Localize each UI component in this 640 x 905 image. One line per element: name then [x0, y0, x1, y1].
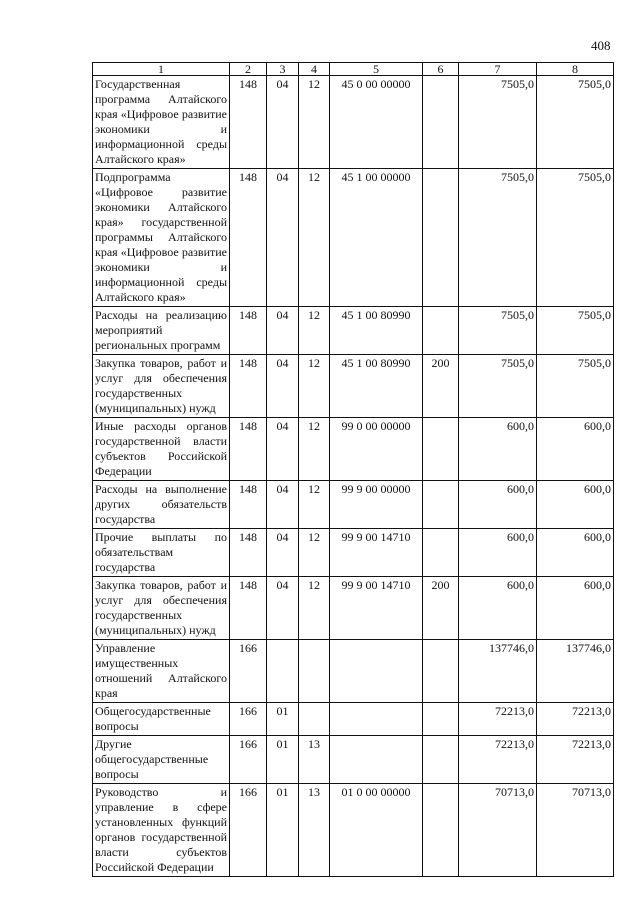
cell-rz: 04	[267, 169, 299, 307]
cell-name: Закупка товаров, работ и услуг для обеспечения государственных (муниципальных) нужд	[93, 355, 230, 418]
cell-sum-1: 7505,0	[459, 169, 537, 307]
cell-sum-2: 72213,0	[537, 736, 614, 784]
cell-sum-2: 72213,0	[537, 703, 614, 736]
cell-rz: 01	[267, 703, 299, 736]
cell-rz: 04	[267, 76, 299, 169]
cell-pr: 12	[299, 577, 330, 640]
cell-sum-2: 7505,0	[537, 76, 614, 169]
col-header-8: 8	[537, 63, 614, 76]
cell-sum-2: 70713,0	[537, 784, 614, 877]
cell-gr: 148	[230, 418, 267, 481]
cell-pr: 12	[299, 355, 330, 418]
cell-sum-2: 600,0	[537, 529, 614, 577]
cell-csr: 45 1 00 00000	[330, 169, 423, 307]
cell-rz: 04	[267, 481, 299, 529]
cell-rz: 04	[267, 355, 299, 418]
cell-pr: 12	[299, 418, 330, 481]
cell-sum-2: 137746,0	[537, 640, 614, 703]
cell-csr	[330, 703, 423, 736]
table-body	[93, 76, 614, 877]
cell-vr	[423, 784, 459, 877]
table-row	[93, 703, 614, 736]
cell-name: Расходы на реализацию мероприятий региональных программ	[93, 307, 230, 355]
table-row	[93, 481, 614, 529]
cell-gr: 148	[230, 169, 267, 307]
col-header-7: 7	[459, 63, 537, 76]
cell-vr	[423, 481, 459, 529]
table-row	[93, 76, 614, 169]
cell-name: Другие общегосударственные вопросы	[93, 736, 230, 784]
cell-gr: 148	[230, 529, 267, 577]
cell-vr	[423, 307, 459, 355]
cell-gr: 148	[230, 307, 267, 355]
col-header-3: 3	[267, 63, 299, 76]
budget-table	[92, 62, 614, 877]
cell-gr: 166	[230, 703, 267, 736]
cell-vr	[423, 703, 459, 736]
cell-pr: 12	[299, 529, 330, 577]
cell-csr: 99 0 00 00000	[330, 418, 423, 481]
table-row	[93, 736, 614, 784]
cell-gr: 148	[230, 481, 267, 529]
cell-csr: 45 1 00 80990	[330, 355, 423, 418]
cell-rz	[267, 640, 299, 703]
cell-sum-1: 600,0	[459, 418, 537, 481]
cell-pr: 12	[299, 169, 330, 307]
cell-sum-1: 70713,0	[459, 784, 537, 877]
cell-csr: 45 1 00 80990	[330, 307, 423, 355]
cell-sum-1: 7505,0	[459, 76, 537, 169]
cell-gr: 166	[230, 736, 267, 784]
cell-gr: 166	[230, 784, 267, 877]
table-row	[93, 784, 614, 877]
cell-name: Иные расходы органов государственной власти субъектов Российской Федерации	[93, 418, 230, 481]
cell-name: Прочие выплаты по обязательствам государства	[93, 529, 230, 577]
table-row	[93, 418, 614, 481]
cell-pr: 12	[299, 76, 330, 169]
cell-csr: 01 0 00 00000	[330, 784, 423, 877]
cell-csr	[330, 736, 423, 784]
cell-gr: 148	[230, 76, 267, 169]
cell-pr: 13	[299, 784, 330, 877]
cell-pr	[299, 703, 330, 736]
cell-sum-2: 600,0	[537, 577, 614, 640]
cell-name: Общегосударственные вопросы	[93, 703, 230, 736]
cell-sum-2: 7505,0	[537, 355, 614, 418]
cell-sum-2: 600,0	[537, 481, 614, 529]
table-header-row	[93, 63, 614, 76]
cell-sum-1: 7505,0	[459, 355, 537, 418]
cell-vr	[423, 736, 459, 784]
cell-name: Государственная программа Алтайского края «Цифровое развитие экономики и информационной среды Алтайского края»	[93, 76, 230, 169]
cell-pr: 12	[299, 481, 330, 529]
cell-rz: 04	[267, 529, 299, 577]
cell-name: Управление имущественных отношений Алтайского края	[93, 640, 230, 703]
cell-gr: 166	[230, 640, 267, 703]
cell-vr	[423, 529, 459, 577]
table-row	[93, 529, 614, 577]
table-row	[93, 355, 614, 418]
table-row	[93, 577, 614, 640]
cell-vr	[423, 169, 459, 307]
cell-csr: 99 9 00 00000	[330, 481, 423, 529]
cell-gr: 148	[230, 577, 267, 640]
cell-sum-1: 72213,0	[459, 736, 537, 784]
cell-sum-1: 600,0	[459, 577, 537, 640]
col-header-2: 2	[230, 63, 267, 76]
cell-sum-1: 600,0	[459, 481, 537, 529]
cell-vr	[423, 640, 459, 703]
table-row	[93, 640, 614, 703]
cell-sum-1: 600,0	[459, 529, 537, 577]
cell-rz: 01	[267, 784, 299, 877]
cell-csr: 45 0 00 00000	[330, 76, 423, 169]
table-row	[93, 307, 614, 355]
cell-rz: 04	[267, 418, 299, 481]
cell-pr: 12	[299, 307, 330, 355]
cell-vr	[423, 76, 459, 169]
cell-csr: 99 9 00 14710	[330, 529, 423, 577]
cell-csr	[330, 640, 423, 703]
col-header-1: 1	[93, 63, 230, 76]
cell-pr: 13	[299, 736, 330, 784]
table-row	[93, 169, 614, 307]
cell-vr: 200	[423, 355, 459, 418]
cell-sum-2: 600,0	[537, 418, 614, 481]
page-number: 408	[591, 38, 611, 53]
cell-sum-1: 72213,0	[459, 703, 537, 736]
cell-rz: 04	[267, 577, 299, 640]
cell-name: Подпрограмма «Цифровое развитие экономики Алтайского края» государственной программы Алтайского края «Цифровое развитие экономики и информационной среды Алтайского края»	[93, 169, 230, 307]
col-header-4: 4	[299, 63, 330, 76]
cell-sum-2: 7505,0	[537, 169, 614, 307]
cell-name: Закупка товаров, работ и услуг для обеспечения государственных (муниципальных) нужд	[93, 577, 230, 640]
cell-gr: 148	[230, 355, 267, 418]
col-header-5: 5	[330, 63, 423, 76]
cell-sum-2: 7505,0	[537, 307, 614, 355]
cell-name: Расходы на выполнение других обязательств государства	[93, 481, 230, 529]
cell-rz: 04	[267, 307, 299, 355]
cell-sum-1: 7505,0	[459, 307, 537, 355]
col-header-6: 6	[423, 63, 459, 76]
cell-vr: 200	[423, 577, 459, 640]
cell-name: Руководство и управление в сфере установленных функций органов государственной власти субъектов Российской Федерации	[93, 784, 230, 877]
cell-sum-1: 137746,0	[459, 640, 537, 703]
cell-pr	[299, 640, 330, 703]
cell-rz: 01	[267, 736, 299, 784]
cell-vr	[423, 418, 459, 481]
cell-csr: 99 9 00 14710	[330, 577, 423, 640]
